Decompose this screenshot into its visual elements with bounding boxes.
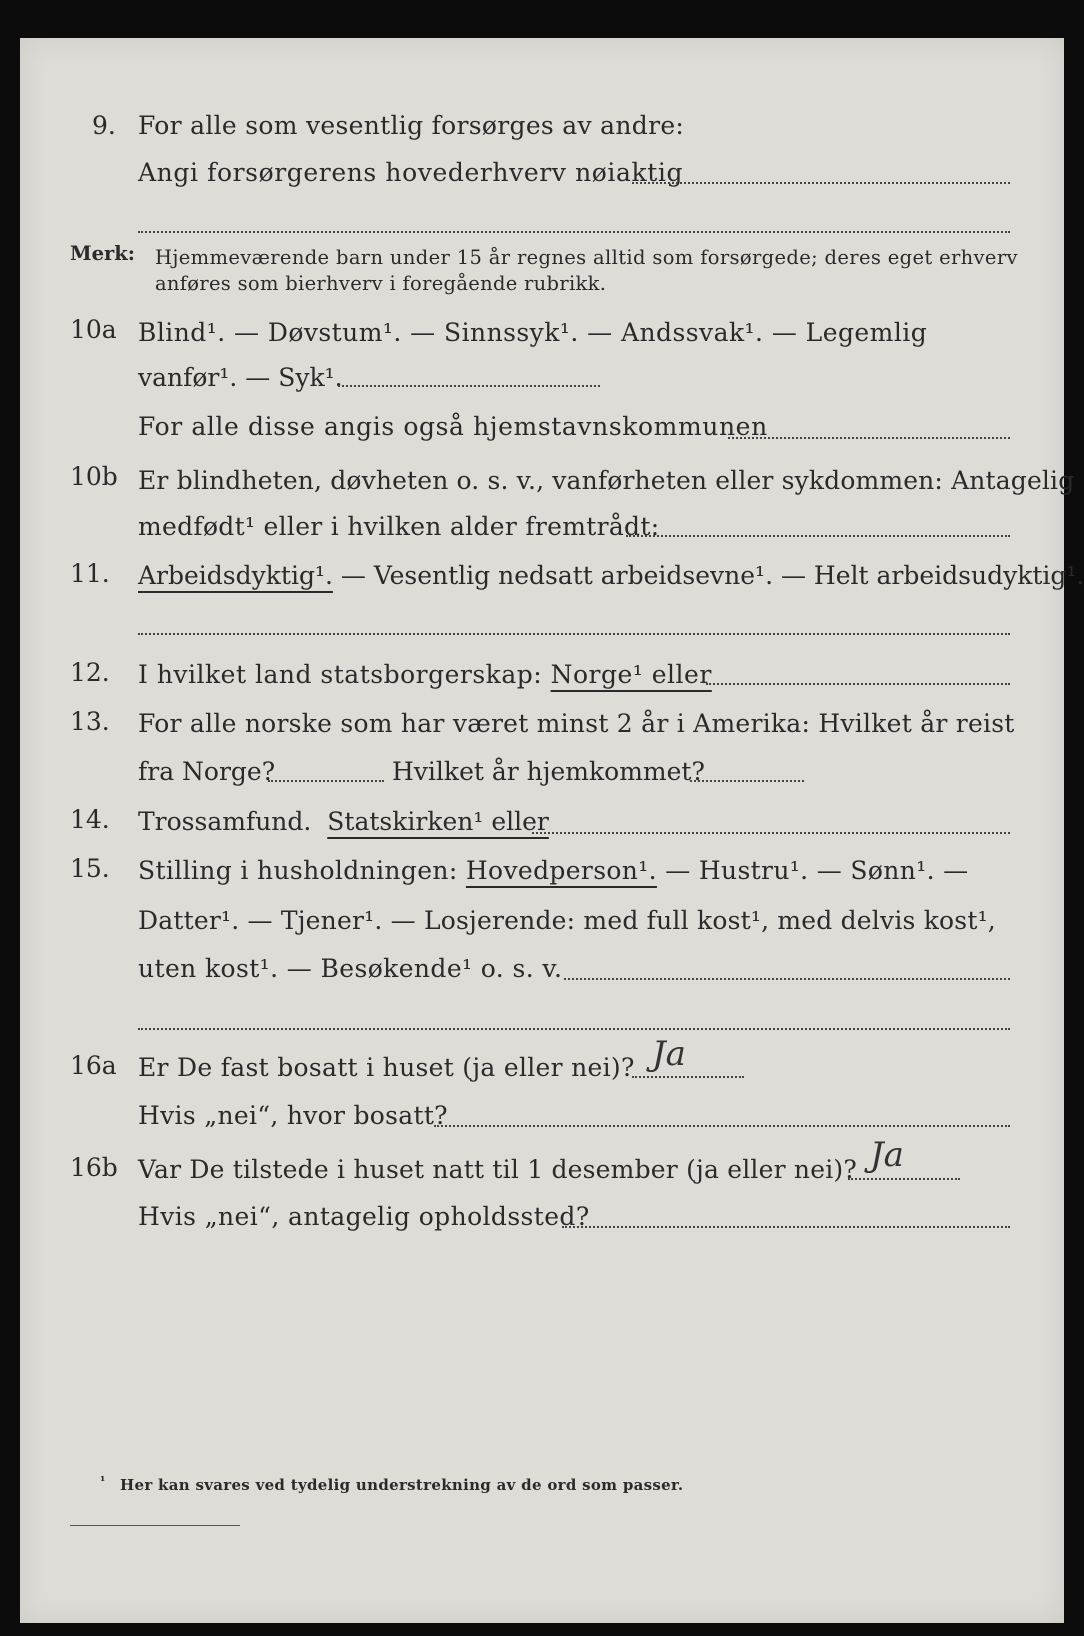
q16a-answer-line	[632, 1076, 744, 1078]
q15-line2: Datter¹. — Tjener¹. — Losjerende: med full kost¹, med delvis kost¹,	[138, 906, 996, 935]
q9-line2: Angi forsørgerens hovederhverv nøiaktig	[138, 158, 684, 187]
q9-answer-line	[632, 182, 1010, 184]
q12-number: 12.	[70, 658, 110, 687]
q13-line2b: Hvilket år hjemkommet?	[392, 757, 705, 786]
q15-line1	[138, 856, 969, 886]
q10a-line3: For alle disse angis også hjemstavnskommunen	[138, 412, 768, 441]
q13-line1: For alle norske som har været minst 2 år i Amerika: Hvilket år reist	[138, 709, 1015, 738]
q16a-number: 16a	[70, 1051, 117, 1080]
q10b-answer-line	[626, 535, 1010, 537]
q12-text: I hvilket land statsborgerskap:	[138, 660, 543, 689]
q10a-line2: vanfør¹. — Syk¹.	[138, 363, 343, 392]
q14-text: Trossamfund.	[138, 807, 312, 836]
q13-hjemkommet-line	[690, 780, 804, 782]
q10b-number: 10b	[70, 462, 118, 491]
q16b-handwritten-answer: Ja	[870, 1135, 904, 1175]
merk-line1: Hjemmeværende barn under 15 år regnes alltid som forsørgede; deres eget erhverv	[155, 246, 1018, 269]
q14-answer-line	[532, 832, 1010, 834]
q14-answer: Statskirken¹ eller	[327, 807, 549, 836]
q15-rest: — Hustru¹. — Sønn¹. —	[665, 856, 969, 885]
q16a-line1: Er De fast bosatt i huset (ja eller nei)?	[138, 1053, 635, 1082]
q9-line1: For alle som vesentlig forsørges av andre:	[138, 111, 685, 140]
q15-answer-line-2	[138, 1028, 1010, 1030]
q9-answer-line-2	[138, 231, 1010, 233]
q16b-answer-line	[848, 1178, 960, 1180]
q14-number: 14.	[70, 805, 110, 834]
q10a-answer-line	[338, 385, 600, 387]
q11-answer-line	[138, 633, 1010, 635]
census-form-page	[20, 38, 1084, 1623]
q11-option-selected: Arbeidsdyktig¹.	[138, 561, 333, 590]
merk-line2: anføres som bierhverv i foregående rubrikk.	[155, 272, 607, 295]
q12-answer: Norge¹ eller	[550, 660, 712, 689]
q15-line3: uten kost¹. — Besøkende¹ o. s. v.	[138, 954, 563, 983]
q11-line	[138, 561, 1084, 591]
q16b-opholdssted-line	[562, 1226, 1010, 1228]
q10a-hometown-line	[728, 437, 1010, 439]
q15-number: 15.	[70, 854, 110, 883]
q10b-line1: Er blindheten, døvheten o. s. v., vanførheten eller sykdommen: Antagelig	[138, 466, 1075, 495]
q10b-line2: medfødt¹ eller i hvilken alder fremtrådt:	[138, 512, 660, 541]
footnote-mark: ¹	[100, 1474, 106, 1488]
q15-text: Stilling i husholdningen:	[138, 856, 458, 885]
q15-option-selected: Hovedperson¹.	[465, 856, 657, 885]
footnote-text: Her kan svares ved tydelig understrekning av de ord som passer.	[120, 1476, 684, 1494]
q13-line2a: fra Norge?	[138, 757, 276, 786]
q14-line	[138, 807, 549, 837]
q12-answer-line	[706, 683, 1010, 685]
q16a-bosatt-line	[434, 1125, 1010, 1127]
q11-rest: — Vesentlig nedsatt arbeidsevne¹. — Helt arbeidsudyktig¹.	[340, 561, 1084, 590]
q13-reist-line	[268, 780, 384, 782]
q16b-number: 16b	[70, 1153, 118, 1182]
merk-label: Merk:	[70, 242, 135, 265]
q16a-handwritten-answer: Ja	[652, 1034, 686, 1074]
q12-line	[138, 660, 712, 690]
q16b-line1: Var De tilstede i huset natt til 1 desember (ja eller nei)?	[138, 1155, 857, 1184]
q9-number: 9.	[92, 111, 116, 140]
q11-number: 11.	[70, 559, 110, 588]
q10a-number: 10a	[70, 315, 117, 344]
q16a-line2: Hvis „nei“, hvor bosatt?	[138, 1101, 448, 1130]
q15-answer-line	[564, 978, 1010, 980]
q10a-line1: Blind¹. — Døvstum¹. — Sinnssyk¹. — Andssvak¹. — Legemlig	[138, 318, 928, 347]
q16b-line2: Hvis „nei“, antagelig opholdssted?	[138, 1202, 590, 1231]
footnote-rule	[70, 1525, 240, 1526]
q13-number: 13.	[70, 707, 110, 736]
